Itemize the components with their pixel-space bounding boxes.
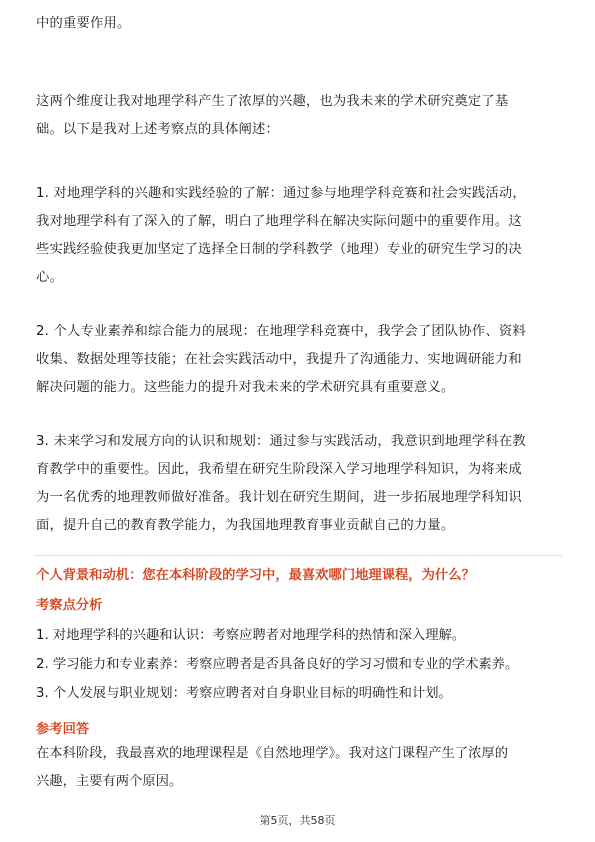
paragraph-line: 1. 对地理学科的兴趣和实践经验的了解：通过参与地理学科竞赛和社会实践活动， [36,186,526,201]
paragraph-line: 中的重要作用。 [36,16,131,31]
intro-paragraph [36,10,562,38]
paragraph-line: 为一名优秀的地理教师做好准备。我计划在研究生期间，进一步拓展地理学科知识 [36,490,522,505]
list-item: 2. 学习能力和专业素养：考察应聘者是否具备良好的学习习惯和专业的学术素养。 [36,657,519,672]
paragraph-line: 这两个维度让我对地理学科产生了浓厚的兴趣，也为我未来的学术研究奠定了基 [36,94,509,109]
paragraph-line: 础。以下是我对上述考察点的具体阐述： [36,122,279,137]
question-heading: 个人背景和动机：您在本科阶段的学习中，最喜欢哪门地理课程，为什么？ [36,568,475,583]
summary-paragraph [36,88,562,144]
list-item: 3. 个人发展与职业规划：考察应聘者对自身职业目标的明确性和计划。 [36,686,452,701]
paragraph-line: 兴趣，主要有两个原因。 [36,774,183,789]
point-3-paragraph [36,428,562,540]
page-number: 第5页，共58页 [259,814,336,827]
paragraph-line: 收集、数据处理等技能；在社会实践活动中，我提升了沟通能力、实地调研能力和 [36,352,522,367]
paragraph-line: 解决问题的能力。这些能力的提升对我未来的学术研究具有重要意义。 [36,380,455,395]
paragraph-line: 在本科阶段，我最喜欢的地理课程是《自然地理学》。我对这门课程产生了浓厚的 [36,746,509,761]
point-2-paragraph [36,318,562,402]
analysis-heading: 考察点分析 [36,598,103,613]
point-1-paragraph [36,180,562,292]
paragraph-line: 心。 [36,270,63,285]
paragraph-line: 我对地理学科有了深入的了解，明白了地理学科在解决实际问题中的重要作用。这 [36,214,522,229]
answer-heading: 参考回答 [36,722,90,737]
paragraph-line: 2. 个人专业素养和综合能力的展现：在地理学科竞赛中，我学会了团队协作、资料 [36,324,526,339]
paragraph-line: 面，提升自己的教育教学能力，为我国地理教育事业贡献自己的力量。 [36,518,455,533]
paragraph-line: 些实践经验使我更加坚定了选择全日制的学科教学（地理）专业的研究生学习的决 [36,242,522,257]
section-divider [34,555,562,556]
paragraph-line: 育教学中的重要性。因此，我希望在研究生阶段深入学习地理学科知识，为将来成 [36,462,522,477]
analysis-list [36,621,562,708]
paragraph-line: 3. 未来学习和发展方向的认识和规划：通过参与实践活动，我意识到地理学科在教 [36,434,526,449]
answer-paragraph [36,740,562,796]
list-item: 1. 对地理学科的兴趣和认识：考察应聘者对地理学科的热情和深入理解。 [36,628,466,643]
